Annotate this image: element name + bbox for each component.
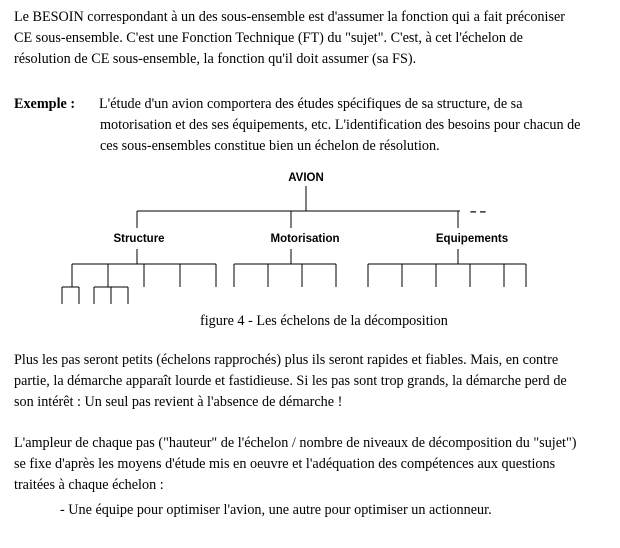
tree-node-structure: Structure: [113, 233, 165, 245]
text-line: se fixe d'après les moyens d'étude mis en oeuvre et l'adéquation des compétences aux questions: [14, 456, 556, 472]
text-line: ces sous-ensembles constitue bien un échelon de résolution.: [100, 138, 440, 154]
tree-ellipsis: – –: [470, 206, 486, 218]
text-line: motorisation et des ses équipements, etc. L'identification des besoins pour chacun de: [100, 117, 581, 133]
tree-motorisation-subtree: [234, 249, 336, 287]
text-line: partie, la démarche apparaît lourde et fastidieuse. Si les pas sont trop grands, la démarche perd de: [14, 373, 567, 389]
scope-paragraph: [14, 433, 614, 496]
text-line: L'ampleur de chaque pas ("hauteur" de l'échelon / nombre de niveaux de décomposition du "sujet"): [14, 435, 577, 451]
text-line: traitées à chaque échelon :: [14, 477, 164, 493]
bullet-item: - Une équipe pour optimiser l'avion, une autre pour optimiser un actionneur.: [60, 502, 492, 518]
example-label: Exemple :: [14, 96, 76, 112]
text-line: son intérêt : Un seul pas revient à l'absence de démarche !: [14, 394, 343, 410]
text-line: Plus les pas seront petits (échelons rapprochés) plus ils seront rapides et fiables. Mais, en contre: [14, 352, 559, 368]
text-line: L'étude d'un avion comportera des études spécifiques de sa structure, de sa: [99, 96, 523, 112]
tree-root-label: AVION: [288, 172, 324, 184]
tree-equipements-subtree: [368, 249, 526, 287]
tree-structure-subtree: [62, 249, 216, 304]
tree-node-motorisation: Motorisation: [270, 233, 340, 245]
example-text: [99, 94, 618, 157]
intro-paragraph: [14, 7, 614, 70]
text-line: CE sous-ensemble. C'est une Fonction Technique (FT) du "sujet". C'est, à cet l'échelon de: [14, 30, 523, 46]
text-line: Le BESOIN correspondant à un des sous-ensemble est d'assumer la fonction qui a fait préconiser: [14, 9, 565, 25]
steps-paragraph: [14, 350, 614, 413]
text-line: résolution de CE sous-ensemble, la fonction qu'il doit assumer (sa FS).: [14, 51, 417, 67]
figure-caption: figure 4 - Les échelons de la décomposition: [200, 313, 448, 329]
decomposition-tree-diagram: [0, 168, 620, 308]
tree-node-equipements: Equipements: [435, 233, 509, 245]
